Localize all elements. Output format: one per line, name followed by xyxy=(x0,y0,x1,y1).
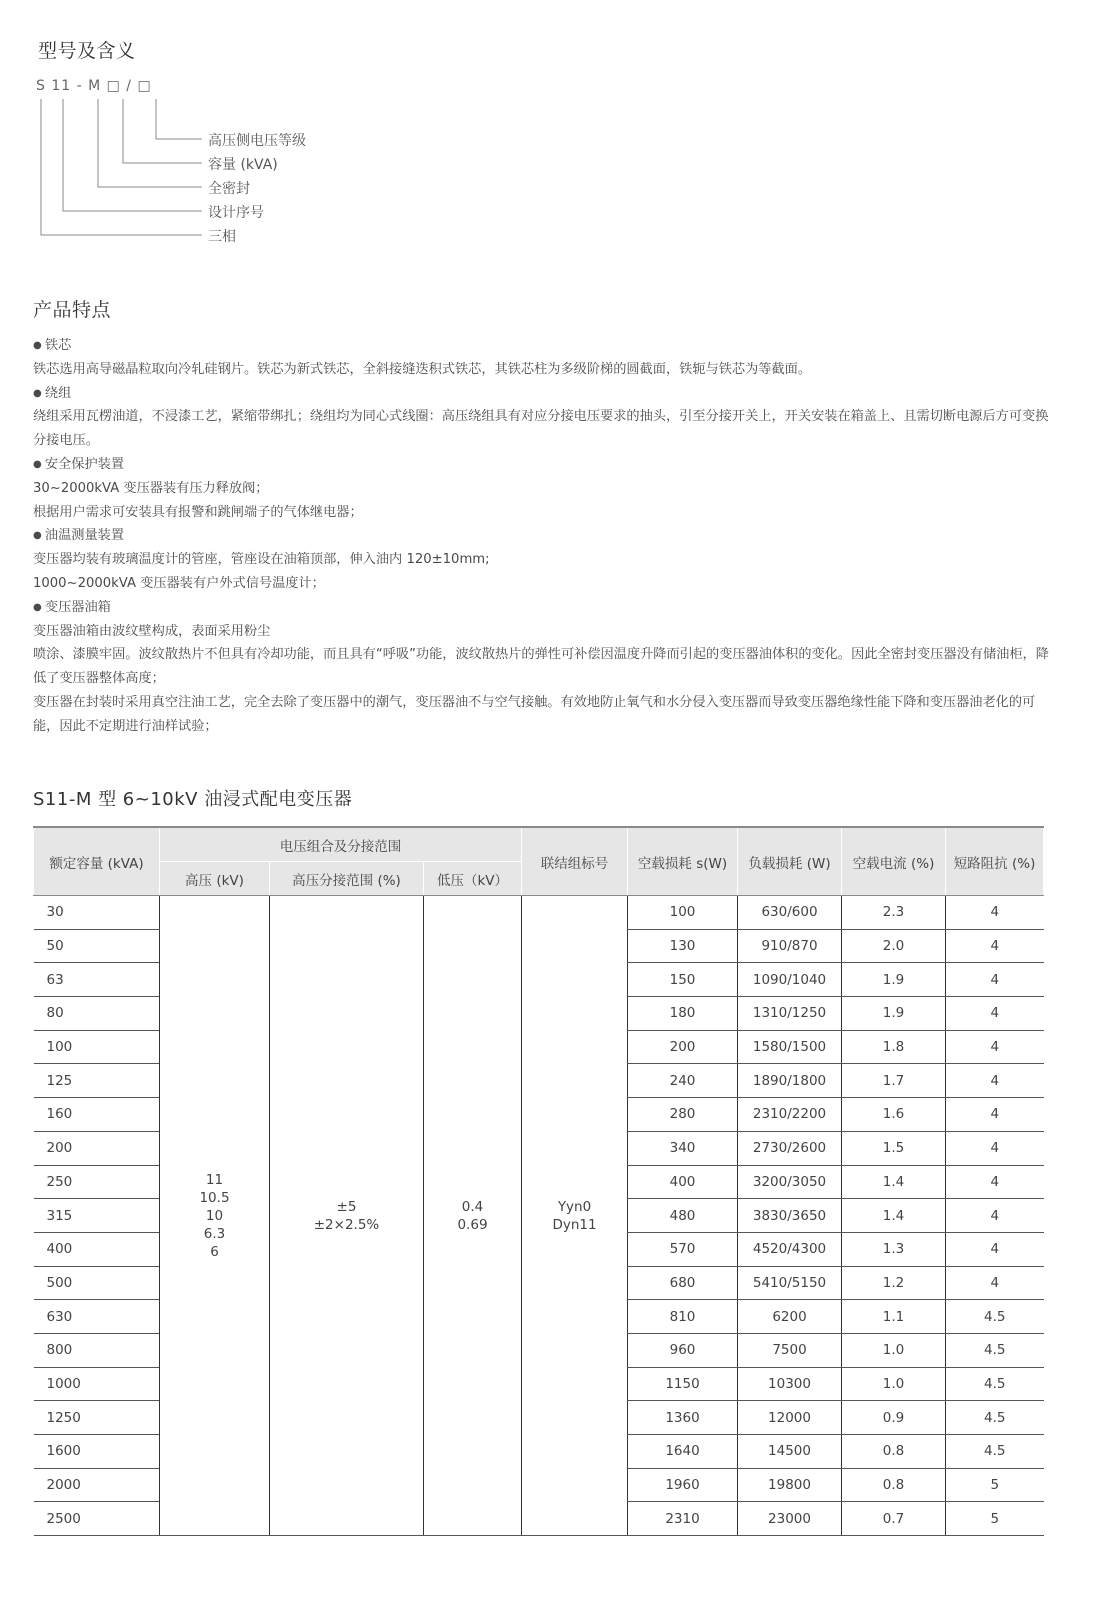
cell-no-load-loss: 570 xyxy=(628,1232,738,1266)
feature-text: 1000~2000kVA 变压器装有户外式信号温度计； xyxy=(33,575,325,591)
cell-load-loss: 14500 xyxy=(738,1435,842,1469)
table-row xyxy=(34,896,1044,930)
cell-no-load-loss: 810 xyxy=(628,1300,738,1334)
cell-impedance: 4.5 xyxy=(946,1333,1044,1367)
cell-load-loss: 4520/4300 xyxy=(738,1232,842,1266)
header-voltage-group: 电压组合及分接范围 xyxy=(160,827,522,862)
header-no-load-current: 空载电流 (%) xyxy=(842,827,946,896)
feature-text: 30~2000kVA 变压器装有压力释放阀； xyxy=(33,480,269,496)
cell-load-loss: 7500 xyxy=(738,1333,842,1367)
cell-rated-capacity: 125 xyxy=(34,1064,160,1098)
model-code: S 11 - M □ / □ xyxy=(36,78,152,94)
feature-heading-oil-temp: ● 油温测量装置 xyxy=(33,524,1053,548)
cell-no-load-current: 1.4 xyxy=(842,1165,946,1199)
cell-load-loss: 3830/3650 xyxy=(738,1199,842,1233)
cell-impedance: 4 xyxy=(946,929,1044,963)
cell-no-load-loss: 1960 xyxy=(628,1468,738,1502)
merged-value: Dyn11 xyxy=(552,1216,597,1233)
cell-load-loss: 910/870 xyxy=(738,929,842,963)
cell-impedance: 4.5 xyxy=(946,1401,1044,1435)
spec-table xyxy=(33,826,1044,1536)
cell-no-load-loss: 150 xyxy=(628,963,738,997)
cell-no-load-loss: 130 xyxy=(628,929,738,963)
merged-value: 0.69 xyxy=(457,1216,488,1233)
cell-rated-capacity: 50 xyxy=(34,929,160,963)
feature-text: 变压器在封装时采用真空注油工艺，完全去除了变压器中的潮气，变压器油不与空气接触。有效地防止氧气和水分侵入变压器而导致变压器绝缘性能下降和变压器油老化的可能，因此不定期进行油样试验； xyxy=(33,694,1036,734)
header-rated-capacity: 额定容量 (kVA) xyxy=(34,827,160,896)
cell-impedance: 4 xyxy=(946,1266,1044,1300)
cell-load-loss: 2730/2600 xyxy=(738,1131,842,1165)
cell-no-load-current: 1.4 xyxy=(842,1199,946,1233)
cell-no-load-loss: 100 xyxy=(628,896,738,930)
cell-no-load-current: 1.3 xyxy=(842,1232,946,1266)
merged-value: Yyn0 xyxy=(557,1198,592,1215)
cell-rated-capacity: 2500 xyxy=(34,1502,160,1536)
cell-merged-lv xyxy=(424,896,522,1536)
cell-impedance: 4 xyxy=(946,1131,1044,1165)
cell-no-load-current: 0.8 xyxy=(842,1435,946,1469)
cell-no-load-loss: 680 xyxy=(628,1266,738,1300)
cell-load-loss: 3200/3050 xyxy=(738,1165,842,1199)
cell-load-loss: 12000 xyxy=(738,1401,842,1435)
cell-no-load-loss: 1360 xyxy=(628,1401,738,1435)
cell-no-load-current: 1.7 xyxy=(842,1064,946,1098)
cell-impedance: 4.5 xyxy=(946,1300,1044,1334)
spec-table-body xyxy=(34,896,1044,1536)
merged-value: ±2×2.5% xyxy=(313,1216,380,1233)
merged-value: 11 xyxy=(205,1171,224,1188)
cell-no-load-loss: 340 xyxy=(628,1131,738,1165)
cell-no-load-loss: 960 xyxy=(628,1333,738,1367)
cell-impedance: 4 xyxy=(946,1199,1044,1233)
model-section-title: 型号及含义 xyxy=(38,40,136,62)
feature-heading-protection: ● 安全保护装置 xyxy=(33,453,1053,477)
features-section-title: 产品特点 xyxy=(33,299,112,321)
header-load-loss: 负载损耗 (W) xyxy=(738,827,842,896)
header-hv-tap: 高压分接范围 (%) xyxy=(270,862,424,896)
cell-impedance: 4 xyxy=(946,896,1044,930)
cell-no-load-loss: 180 xyxy=(628,997,738,1031)
cell-impedance: 4 xyxy=(946,1232,1044,1266)
feature-text: 喷涂、漆膜牢固。波纹散热片不但具有冷却功能，而且具有“呼吸”功能，波纹散热片的弹性可补偿因温度升降而引起的变压器油体积的变化。因此全密封变压器没有储油柜，降低了变压器整体高度； xyxy=(33,647,1049,687)
cell-impedance: 5 xyxy=(946,1502,1044,1536)
cell-rated-capacity: 160 xyxy=(34,1098,160,1132)
feature-heading-winding: ● 绕组 xyxy=(33,382,1053,406)
merged-value: 10 xyxy=(205,1207,224,1224)
cell-no-load-current: 0.9 xyxy=(842,1401,946,1435)
cell-no-load-loss: 480 xyxy=(628,1199,738,1233)
cell-no-load-current: 1.6 xyxy=(842,1098,946,1132)
cell-impedance: 4 xyxy=(946,1064,1044,1098)
cell-merged-vector-group xyxy=(522,896,628,1536)
label-fully-sealed: 全密封 xyxy=(208,181,250,197)
feature-text: 变压器油箱由波纹壁构成，表面采用粉尘 xyxy=(33,623,271,639)
cell-no-load-current: 2.0 xyxy=(842,929,946,963)
cell-rated-capacity: 250 xyxy=(34,1165,160,1199)
header-hv: 高压 (kV) xyxy=(160,862,270,896)
cell-no-load-current: 0.8 xyxy=(842,1468,946,1502)
cell-no-load-loss: 2310 xyxy=(628,1502,738,1536)
merged-value: 0.4 xyxy=(461,1198,484,1215)
cell-impedance: 4.5 xyxy=(946,1367,1044,1401)
cell-no-load-current: 1.0 xyxy=(842,1367,946,1401)
cell-load-loss: 2310/2200 xyxy=(738,1098,842,1132)
header-vector-group: 联结组标号 xyxy=(522,827,628,896)
cell-merged-hv xyxy=(160,896,270,1536)
feature-text: 根据用户需求可安装具有报警和跳闸端子的气体继电器； xyxy=(33,504,363,520)
label-design-serial: 设计序号 xyxy=(208,205,264,221)
cell-rated-capacity: 63 xyxy=(34,963,160,997)
cell-load-loss: 1580/1500 xyxy=(738,1030,842,1064)
cell-merged-hv-tap xyxy=(270,896,424,1536)
feature-heading-tank: ● 变压器油箱 xyxy=(33,596,1053,620)
cell-rated-capacity: 630 xyxy=(34,1300,160,1334)
feature-text: 铁芯选用高导磁晶粒取向冷轧硅钢片。铁芯为新式铁芯，全斜接缝迭积式铁芯，其铁芯柱为多级阶梯的圆截面，铁轭与铁芯为等截面。 xyxy=(33,361,812,377)
cell-no-load-current: 1.5 xyxy=(842,1131,946,1165)
feature-text: 绕组采用瓦楞油道，不浸漆工艺，紧缩带绑扎；绕组均为同心式线圈：高压绕组具有对应分接电压要求的抽头，引至分接开关上，开关安装在箱盖上、且需切断电源后方可变换分接电压。 xyxy=(33,409,1049,449)
cell-impedance: 4 xyxy=(946,1098,1044,1132)
cell-load-loss: 630/600 xyxy=(738,896,842,930)
cell-load-loss: 23000 xyxy=(738,1502,842,1536)
cell-rated-capacity: 200 xyxy=(34,1131,160,1165)
cell-no-load-loss: 240 xyxy=(628,1064,738,1098)
feature-text: 变压器均装有玻璃温度计的管座，管座设在油箱顶部，伸入油内 120±10mm; xyxy=(33,552,490,568)
header-no-load-loss: 空载损耗 s(W) xyxy=(628,827,738,896)
cell-rated-capacity: 1600 xyxy=(34,1435,160,1469)
cell-no-load-current: 1.9 xyxy=(842,963,946,997)
cell-no-load-loss: 280 xyxy=(628,1098,738,1132)
cell-load-loss: 1890/1800 xyxy=(738,1064,842,1098)
cell-rated-capacity: 2000 xyxy=(34,1468,160,1502)
label-three-phase: 三相 xyxy=(208,229,236,245)
merged-value: ±5 xyxy=(336,1198,357,1215)
cell-rated-capacity: 80 xyxy=(34,997,160,1031)
cell-impedance: 4.5 xyxy=(946,1435,1044,1469)
feature-heading-core: ● 铁芯 xyxy=(33,334,1053,358)
cell-impedance: 4 xyxy=(946,997,1044,1031)
cell-no-load-loss: 200 xyxy=(628,1030,738,1064)
cell-no-load-loss: 1640 xyxy=(628,1435,738,1469)
cell-rated-capacity: 100 xyxy=(34,1030,160,1064)
merged-value: 10.5 xyxy=(199,1189,230,1206)
cell-load-loss: 6200 xyxy=(738,1300,842,1334)
cell-impedance: 4 xyxy=(946,1165,1044,1199)
label-hv-voltage-grade: 高压侧电压等级 xyxy=(208,133,306,149)
merged-value: 6 xyxy=(210,1243,219,1260)
cell-no-load-current: 1.0 xyxy=(842,1333,946,1367)
cell-no-load-current: 1.8 xyxy=(842,1030,946,1064)
features-list xyxy=(33,334,1053,739)
label-capacity: 容量 (kVA) xyxy=(208,157,278,173)
cell-load-loss: 1310/1250 xyxy=(738,997,842,1031)
cell-rated-capacity: 1250 xyxy=(34,1401,160,1435)
cell-no-load-current: 2.3 xyxy=(842,896,946,930)
header-impedance: 短路阻抗 (%) xyxy=(946,827,1044,896)
cell-load-loss: 19800 xyxy=(738,1468,842,1502)
cell-no-load-loss: 1150 xyxy=(628,1367,738,1401)
cell-rated-capacity: 400 xyxy=(34,1232,160,1266)
cell-load-loss: 10300 xyxy=(738,1367,842,1401)
cell-no-load-current: 0.7 xyxy=(842,1502,946,1536)
cell-load-loss: 5410/5150 xyxy=(738,1266,842,1300)
cell-rated-capacity: 500 xyxy=(34,1266,160,1300)
cell-no-load-current: 1.1 xyxy=(842,1300,946,1334)
cell-rated-capacity: 30 xyxy=(34,896,160,930)
cell-impedance: 4 xyxy=(946,1030,1044,1064)
merged-value: 6.3 xyxy=(203,1225,226,1242)
table-section-title: S11-M 型 6~10kV 油浸式配电变压器 xyxy=(33,789,353,810)
cell-no-load-current: 1.9 xyxy=(842,997,946,1031)
cell-load-loss: 1090/1040 xyxy=(738,963,842,997)
cell-no-load-loss: 400 xyxy=(628,1165,738,1199)
cell-impedance: 4 xyxy=(946,963,1044,997)
cell-impedance: 5 xyxy=(946,1468,1044,1502)
cell-rated-capacity: 315 xyxy=(34,1199,160,1233)
header-lv: 低压（kV） xyxy=(424,862,522,896)
cell-rated-capacity: 800 xyxy=(34,1333,160,1367)
cell-rated-capacity: 1000 xyxy=(34,1367,160,1401)
cell-no-load-current: 1.2 xyxy=(842,1266,946,1300)
